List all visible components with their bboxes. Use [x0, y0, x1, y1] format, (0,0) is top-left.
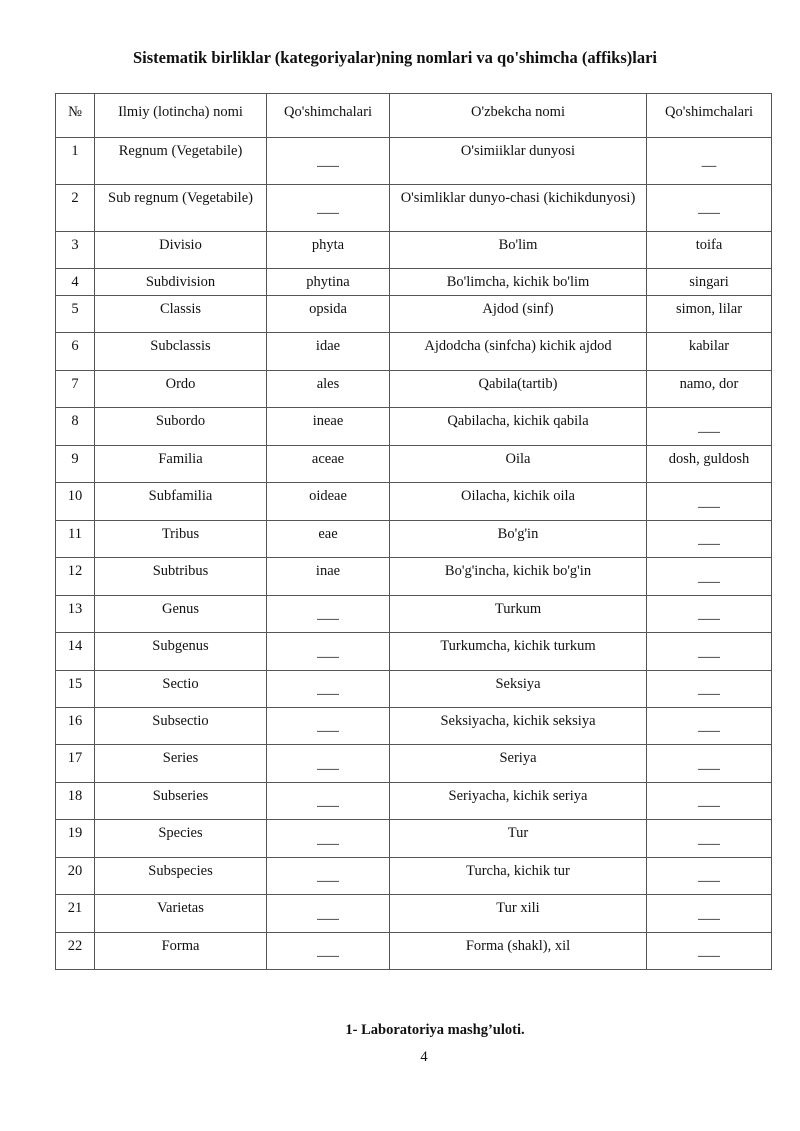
cell-latin-name: Classis	[95, 296, 267, 333]
cell-number: 3	[56, 232, 95, 269]
column-header-latin-suffix: Qo'shimchalari	[267, 94, 390, 138]
cell-latin-suffix: ales	[267, 371, 390, 408]
cell-uzbek-name: Bo'g'in	[390, 521, 647, 558]
cell-latin-suffix: ___	[267, 783, 390, 820]
cell-uzbek-name: Qabila(tartib)	[390, 371, 647, 408]
cell-uzbek-name: Turkum	[390, 596, 647, 633]
cell-number: 17	[56, 745, 95, 783]
table-row	[56, 933, 772, 970]
cell-latin-name: Regnum (Vegetabile)	[95, 138, 267, 185]
cell-uzbek-suffix: toifa	[647, 232, 772, 269]
cell-latin-name: Series	[95, 745, 267, 783]
cell-uzbek-suffix: ___	[647, 895, 772, 933]
table-row	[56, 783, 772, 820]
table-row	[56, 633, 772, 671]
cell-number: 18	[56, 783, 95, 820]
cell-uzbek-suffix: ___	[647, 745, 772, 783]
cell-uzbek-suffix: ___	[647, 521, 772, 558]
table-row	[56, 708, 772, 745]
table-row	[56, 232, 772, 269]
categories-table	[55, 93, 772, 970]
cell-number: 7	[56, 371, 95, 408]
cell-uzbek-name: Oilacha, kichik oila	[390, 483, 647, 521]
cell-latin-name: Varietas	[95, 895, 267, 933]
table-row	[56, 269, 772, 296]
cell-number: 14	[56, 633, 95, 671]
cell-latin-suffix: inae	[267, 558, 390, 596]
column-header-latin-name: Ilmiy (lotincha) nomi	[95, 94, 267, 138]
cell-latin-name: Forma	[95, 933, 267, 970]
cell-latin-name: Subspecies	[95, 858, 267, 895]
cell-number: 5	[56, 296, 95, 333]
table-row	[56, 483, 772, 521]
cell-latin-suffix: opsida	[267, 296, 390, 333]
cell-uzbek-suffix: ___	[647, 933, 772, 970]
table-row	[56, 371, 772, 408]
table-row	[56, 820, 772, 858]
cell-uzbek-name: Qabilacha, kichik qabila	[390, 408, 647, 446]
cell-uzbek-name: Forma (shakl), xil	[390, 933, 647, 970]
cell-uzbek-suffix: dosh, guldosh	[647, 446, 772, 483]
cell-number: 8	[56, 408, 95, 446]
cell-uzbek-suffix: kabilar	[647, 333, 772, 371]
cell-uzbek-suffix: ___	[647, 596, 772, 633]
cell-uzbek-suffix: ___	[647, 408, 772, 446]
table-row	[56, 296, 772, 333]
cell-number: 6	[56, 333, 95, 371]
cell-latin-suffix: eae	[267, 521, 390, 558]
page-title: Sistematik birliklar (kategoriyalar)ning nomlari va qo'shimcha (affiks)lari	[132, 48, 658, 67]
cell-uzbek-name: Turkumcha, kichik turkum	[390, 633, 647, 671]
cell-latin-suffix: aceae	[267, 446, 390, 483]
cell-latin-suffix: idae	[267, 333, 390, 371]
cell-latin-name: Subfamilia	[95, 483, 267, 521]
cell-uzbek-suffix: ___	[647, 483, 772, 521]
cell-latin-name: Subgenus	[95, 633, 267, 671]
cell-latin-suffix: ___	[267, 933, 390, 970]
table-row	[56, 521, 772, 558]
cell-uzbek-suffix: __	[647, 138, 772, 185]
cell-latin-name: Familia	[95, 446, 267, 483]
table-row	[56, 333, 772, 371]
cell-latin-suffix: ___	[267, 820, 390, 858]
cell-number: 16	[56, 708, 95, 745]
cell-number: 11	[56, 521, 95, 558]
cell-latin-name: Genus	[95, 596, 267, 633]
cell-number: 2	[56, 185, 95, 232]
cell-number: 19	[56, 820, 95, 858]
cell-uzbek-name: Seksiya	[390, 671, 647, 708]
cell-latin-name: Divisio	[95, 232, 267, 269]
cell-number: 12	[56, 558, 95, 596]
column-header-number: №	[56, 94, 95, 138]
cell-latin-name: Subordo	[95, 408, 267, 446]
cell-uzbek-name: Oila	[390, 446, 647, 483]
cell-latin-suffix: oideae	[267, 483, 390, 521]
cell-uzbek-name: Bo'g'incha, kichik bo'g'in	[390, 558, 647, 596]
cell-latin-suffix: phytina	[267, 269, 390, 296]
table-header-row	[56, 94, 772, 138]
cell-uzbek-name: Tur	[390, 820, 647, 858]
cell-latin-suffix: ___	[267, 895, 390, 933]
cell-number: 20	[56, 858, 95, 895]
cell-uzbek-name: Ajdodcha (sinfcha) kichik ajdod	[390, 333, 647, 371]
table-row	[56, 596, 772, 633]
cell-latin-name: Subsectio	[95, 708, 267, 745]
cell-latin-name: Tribus	[95, 521, 267, 558]
cell-uzbek-suffix: ___	[647, 671, 772, 708]
cell-latin-name: Sectio	[95, 671, 267, 708]
cell-uzbek-name: Turcha, kichik tur	[390, 858, 647, 895]
cell-number: 10	[56, 483, 95, 521]
cell-number: 21	[56, 895, 95, 933]
cell-uzbek-name: Tur xili	[390, 895, 647, 933]
cell-latin-suffix: ineae	[267, 408, 390, 446]
column-header-uzbek-name: O'zbekcha nomi	[390, 94, 647, 138]
table-row	[56, 138, 772, 185]
table-row	[56, 858, 772, 895]
cell-uzbek-name: Seriya	[390, 745, 647, 783]
cell-uzbek-name: Seksiyacha, kichik seksiya	[390, 708, 647, 745]
cell-latin-name: Subtribus	[95, 558, 267, 596]
cell-uzbek-suffix: ___	[647, 708, 772, 745]
cell-latin-suffix: ___	[267, 708, 390, 745]
cell-latin-suffix: ___	[267, 671, 390, 708]
table-row	[56, 671, 772, 708]
cell-uzbek-name: Bo'lim	[390, 232, 647, 269]
cell-latin-name: Subseries	[95, 783, 267, 820]
lab-heading: 1- Laboratoriya mashg’uloti.	[345, 1022, 525, 1038]
table-body	[56, 138, 772, 970]
cell-latin-suffix: phyta	[267, 232, 390, 269]
cell-latin-name: Sub regnum (Vegetabile)	[95, 185, 267, 232]
table-row	[56, 895, 772, 933]
cell-latin-suffix: ___	[267, 745, 390, 783]
cell-uzbek-suffix: simon, lilar	[647, 296, 772, 333]
cell-latin-name: Subdivision	[95, 269, 267, 296]
cell-uzbek-suffix: ___	[647, 858, 772, 895]
cell-uzbek-name: O'simliklar dunyo-chasi (kichikdunyosi)	[390, 185, 647, 232]
cell-latin-suffix: ___	[267, 596, 390, 633]
page-number: 4	[420, 1049, 428, 1065]
cell-uzbek-suffix: ___	[647, 185, 772, 232]
cell-number: 9	[56, 446, 95, 483]
cell-uzbek-suffix: ___	[647, 558, 772, 596]
cell-latin-suffix: ___	[267, 138, 390, 185]
column-header-uzbek-suffix: Qo'shimchalari	[647, 94, 772, 138]
cell-latin-suffix: ___	[267, 185, 390, 232]
table-row	[56, 408, 772, 446]
cell-uzbek-name: Seriyacha, kichik seriya	[390, 783, 647, 820]
cell-uzbek-suffix: singari	[647, 269, 772, 296]
table-row	[56, 185, 772, 232]
cell-number: 13	[56, 596, 95, 633]
cell-uzbek-suffix: namo, dor	[647, 371, 772, 408]
cell-uzbek-name: Ajdod (sinf)	[390, 296, 647, 333]
cell-latin-name: Ordo	[95, 371, 267, 408]
table-row	[56, 446, 772, 483]
cell-number: 15	[56, 671, 95, 708]
cell-uzbek-suffix: ___	[647, 820, 772, 858]
cell-uzbek-name: Bo'limcha, kichik bo'lim	[390, 269, 647, 296]
cell-latin-name: Subclassis	[95, 333, 267, 371]
cell-latin-suffix: ___	[267, 633, 390, 671]
table-row	[56, 745, 772, 783]
cell-uzbek-name: O'simiiklar dunyosi	[390, 138, 647, 185]
cell-uzbek-suffix: ___	[647, 783, 772, 820]
cell-number: 22	[56, 933, 95, 970]
cell-number: 1	[56, 138, 95, 185]
cell-number: 4	[56, 269, 95, 296]
cell-latin-suffix: ___	[267, 858, 390, 895]
cell-latin-name: Species	[95, 820, 267, 858]
table-row	[56, 558, 772, 596]
cell-uzbek-suffix: ___	[647, 633, 772, 671]
